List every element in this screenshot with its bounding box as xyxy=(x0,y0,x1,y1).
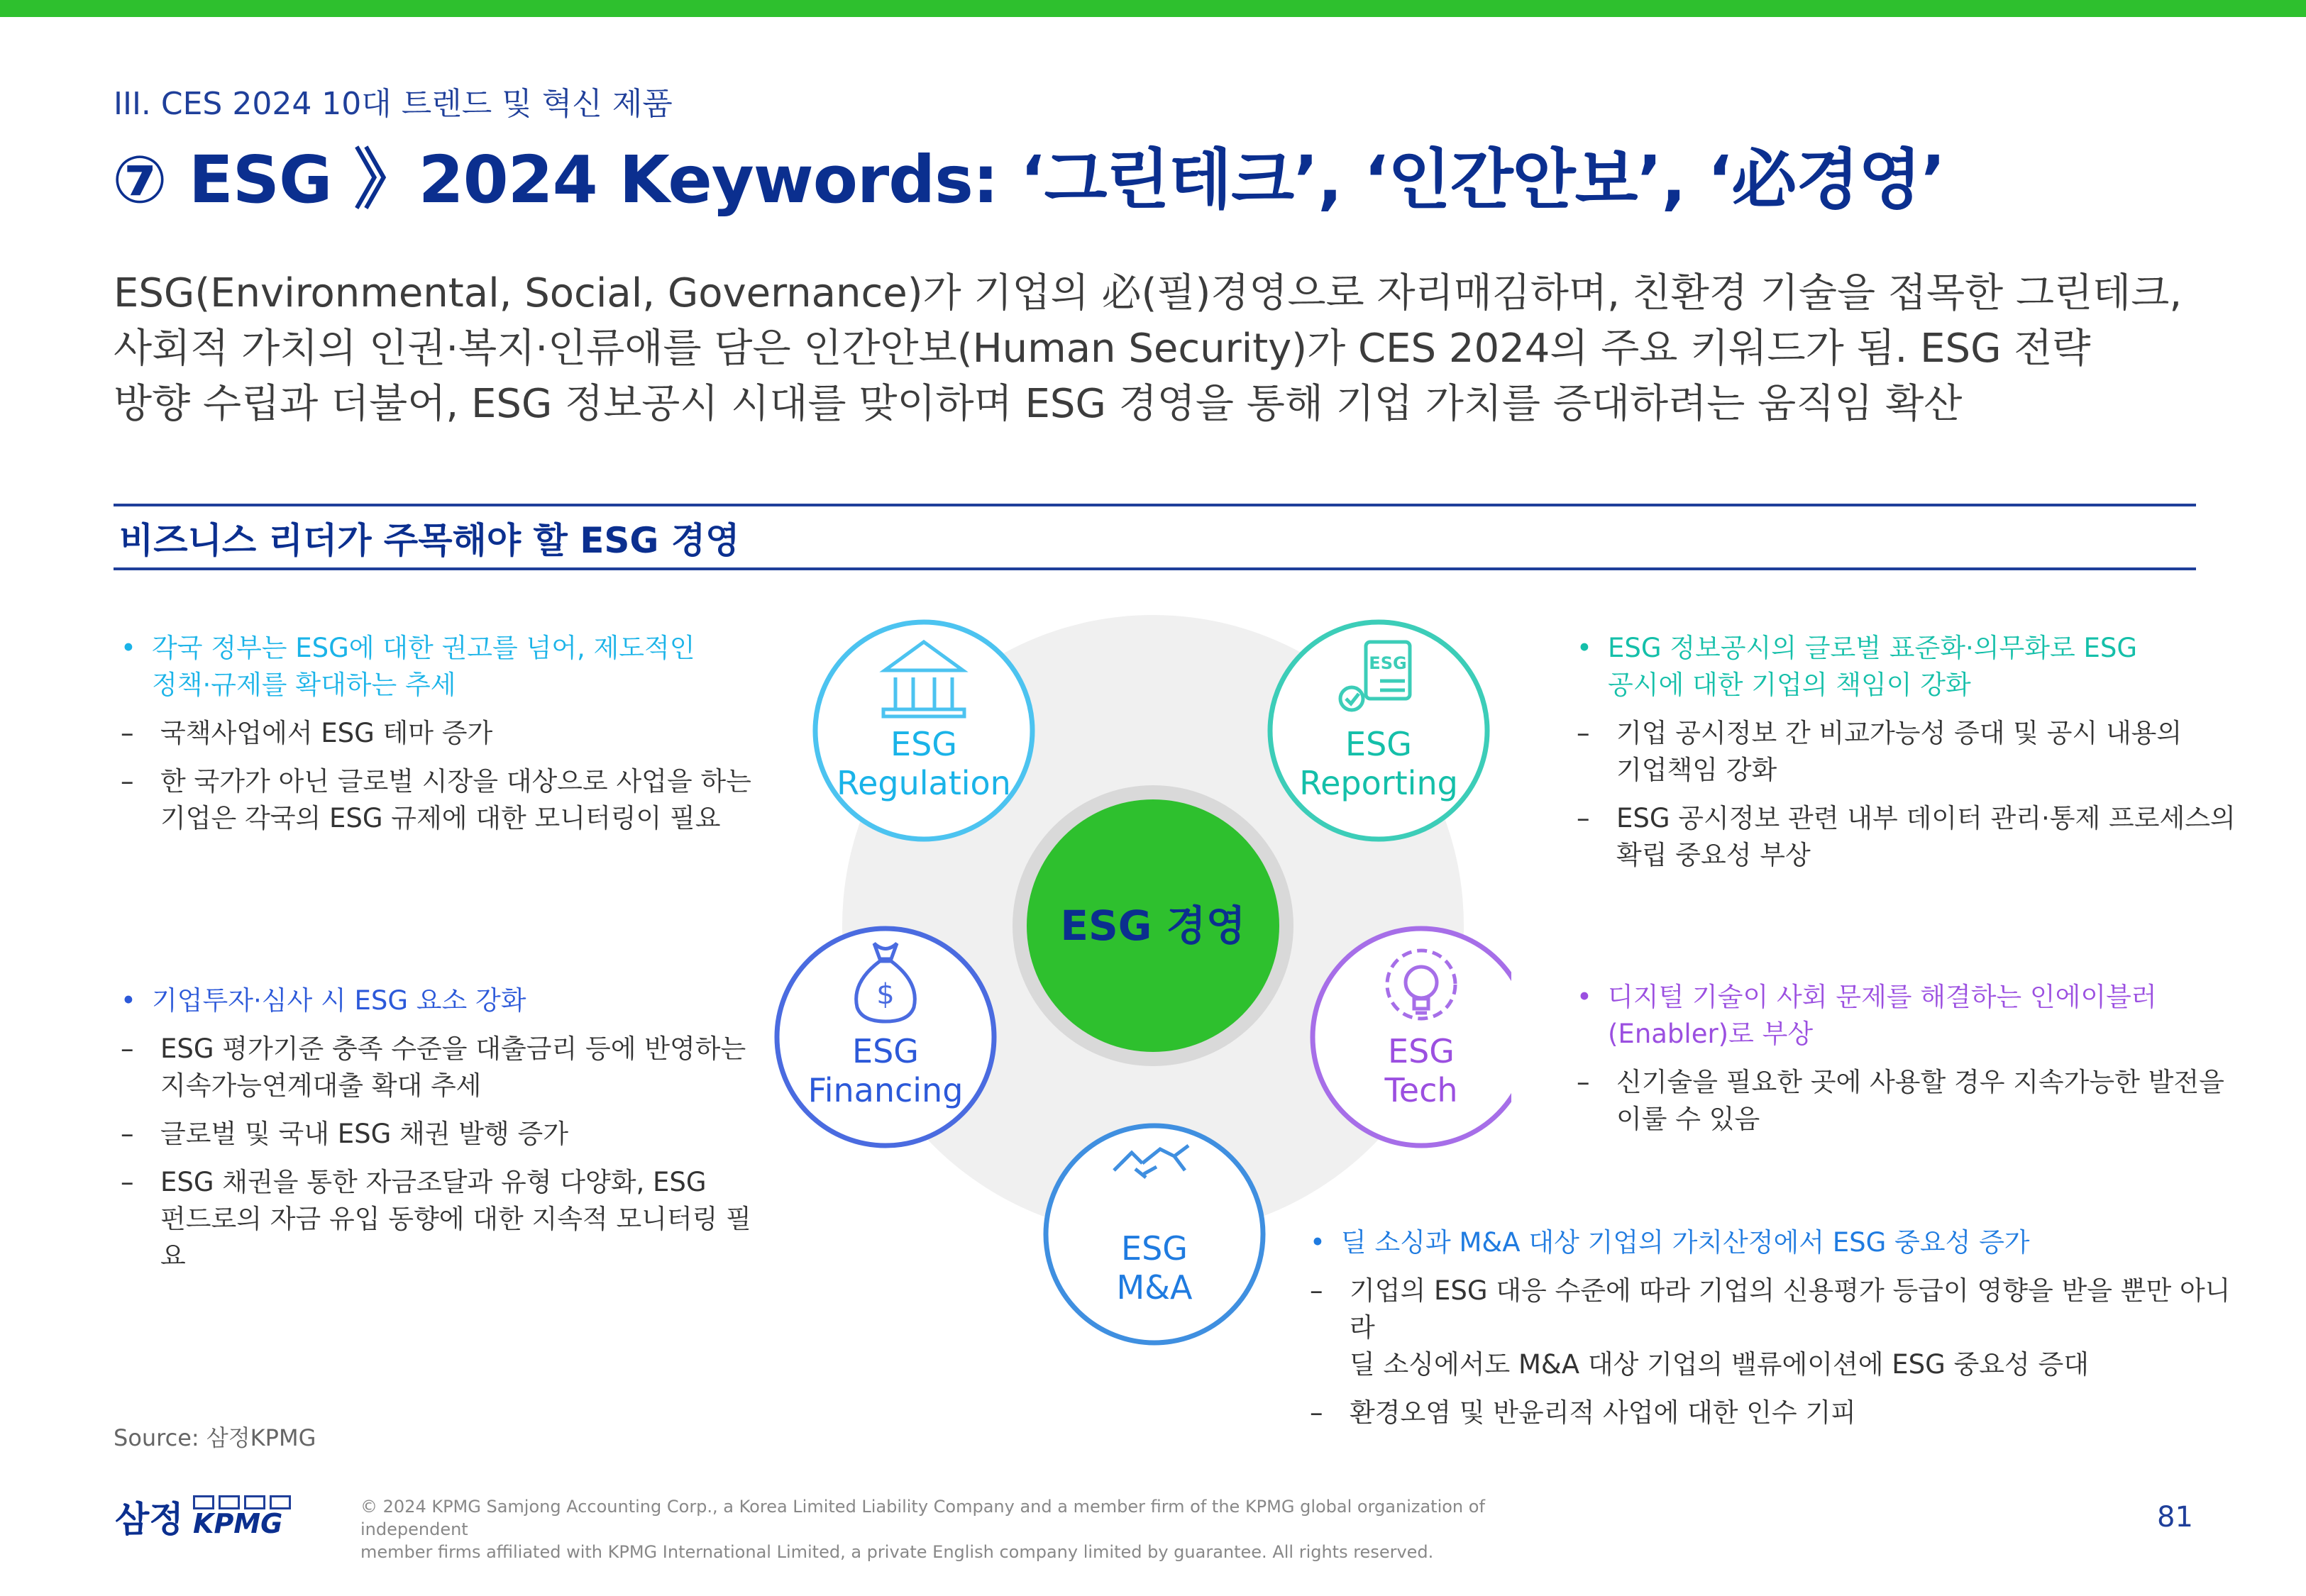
intro-line: 방향 수립과 더불어, ESG 정보공시 시대를 맞이하며 ESG 경영을 통해 기업 가치를 증대하려는 움직임 확산 xyxy=(114,381,1963,427)
reporting-bullet xyxy=(1577,630,2236,704)
footer-line: © 2024 KPMG Samjong Accounting Corp., a Korea Limited Liability Company and a member firm of the KPMG global organization of independent xyxy=(360,1497,1485,1539)
financing-item xyxy=(121,1031,759,1104)
center-label: ESG 경영 xyxy=(1060,902,1246,950)
bullet-marker: • xyxy=(1577,982,1592,1012)
bullet-marker: • xyxy=(121,633,136,663)
dash-marker: – xyxy=(121,1119,134,1149)
item-line: 딜 소싱에서도 M&A 대상 기업의 밸류에이션에 ESG 중요성 증대 xyxy=(1350,1349,2090,1380)
item-line: 신기술을 필요한 곳에 사용할 경우 지속가능한 발전을 xyxy=(1616,1067,2224,1097)
bullet-marker: • xyxy=(1310,1227,1325,1258)
regulation-bullet xyxy=(121,630,759,704)
ma-item xyxy=(1310,1273,2232,1383)
bullet-marker: • xyxy=(1577,633,1592,663)
financing-text-block xyxy=(121,982,759,1286)
item-line: 지속가능연계대출 확대 추세 xyxy=(160,1070,482,1101)
dash-marker: – xyxy=(1577,1067,1590,1097)
item-line: 국책사업에서 ESG 테마 증가 xyxy=(160,718,493,748)
dash-marker: – xyxy=(121,766,134,797)
item-line: ESG 채권을 통한 자금조달과 유형 다양화, ESG xyxy=(160,1167,707,1197)
dash-marker: – xyxy=(1310,1275,1323,1306)
item-line: 기업은 각국의 ESG 규제에 대한 모니터링이 필요 xyxy=(160,803,721,833)
source-note: Source: 삼정KPMG xyxy=(114,1424,316,1451)
financing-bullet xyxy=(121,982,759,1019)
item-line: 글로벌 및 국내 ESG 채권 발행 증가 xyxy=(160,1119,569,1149)
tech-bullet xyxy=(1577,979,2236,1053)
top-accent-bar xyxy=(0,0,2306,17)
section-label: III. CES 2024 10대 트렌드 및 혁신 제품 xyxy=(114,86,673,122)
dash-marker: – xyxy=(1310,1397,1323,1428)
kpmg-logo xyxy=(193,1495,292,1539)
financing-item xyxy=(121,1164,759,1275)
reporting-text-block xyxy=(1577,630,2236,885)
item-line: 확립 중요성 부상 xyxy=(1616,840,1811,870)
node-ma xyxy=(1046,1126,1263,1343)
kpmg-logo-boxes xyxy=(193,1495,292,1509)
item-line: 한 국가가 아닌 글로벌 시장을 대상으로 사업을 하는 xyxy=(160,766,751,797)
bullet-line: 디지털 기술이 사회 문제를 해결하는 인에이블러 xyxy=(1608,982,2157,1012)
bullet-line: ESG 정보공시의 글로벌 표준화·의무화로 ESG xyxy=(1608,633,2138,663)
node-regulation-line2: Regulation xyxy=(837,764,1011,802)
kpmg-logo-text: KPMG xyxy=(193,1508,283,1539)
item-line: 이룰 수 있음 xyxy=(1616,1104,1760,1134)
intro-line: ESG(Environmental, Social, Governance)가 기업의 必(필)경영으로 자리매김하며, 친환경 기술을 접목한 그린테크, xyxy=(114,270,2183,316)
node-financing-line1: ESG xyxy=(852,1032,919,1070)
subhead: 비즈니스 리더가 주목해야 할 ESG 경영 xyxy=(119,520,740,561)
node-reporting xyxy=(1270,622,1487,839)
subhead-top-rule xyxy=(114,504,2196,506)
dollar-sign: $ xyxy=(876,978,895,1011)
dash-marker: – xyxy=(121,718,134,748)
copyright-footer xyxy=(360,1495,1567,1563)
node-reporting-line1: ESG xyxy=(1345,725,1412,763)
bullet-marker: • xyxy=(121,985,136,1016)
item-line: 기업책임 강화 xyxy=(1616,755,1777,785)
node-tech xyxy=(1313,929,1511,1146)
item-line: 기업 공시정보 간 비교가능성 증대 및 공시 내용의 xyxy=(1616,718,2183,748)
item-line: 펀드로의 자금 유입 동향에 대한 지속적 모니터링 필요 xyxy=(160,1204,751,1271)
page-number: 81 xyxy=(2157,1501,2193,1534)
bullet-line: 딜 소싱과 M&A 대상 기업의 가치산정에서 ESG 중요성 증가 xyxy=(1341,1227,2030,1258)
tech-item xyxy=(1577,1064,2236,1138)
dash-marker: – xyxy=(121,1033,134,1064)
item-line: 환경오염 및 반윤리적 사업에 대한 인수 기피 xyxy=(1350,1397,1856,1428)
subhead-bottom-rule xyxy=(114,567,2196,570)
regulation-item xyxy=(121,763,759,837)
node-regulation-line1: ESG xyxy=(890,725,957,763)
node-ma-line1: ESG xyxy=(1121,1229,1188,1268)
node-tech-line2: Tech xyxy=(1384,1071,1458,1109)
node-tech-line1: ESG xyxy=(1388,1032,1455,1070)
dash-marker: – xyxy=(1577,718,1590,748)
dash-marker: – xyxy=(121,1167,134,1197)
node-reporting-line2: Reporting xyxy=(1299,764,1458,802)
ma-text-block xyxy=(1310,1224,2232,1443)
footer-line: member firms affiliated with KPMG International Limited, a private English company limited by guarantee. All rights reserved. xyxy=(360,1542,1434,1562)
bullet-line: 정책·규제를 확대하는 추세 xyxy=(152,670,456,700)
item-line: 기업의 ESG 대응 수준에 따라 기업의 신용평가 등급이 영향을 받을 뿐만 아니라 xyxy=(1350,1275,2231,1343)
ma-bullet xyxy=(1310,1224,2232,1261)
regulation-text-block xyxy=(121,630,759,848)
intro-paragraph xyxy=(114,266,2214,432)
bullet-line: 공시에 대한 기업의 책임이 강화 xyxy=(1608,670,1971,700)
esg-doc-text: ESG xyxy=(1369,653,1407,673)
node-regulation xyxy=(815,622,1032,839)
node-ma-line2: M&A xyxy=(1116,1268,1193,1307)
tech-text-block xyxy=(1577,979,2236,1149)
page-title: ⑦ ESG 》2024 Keywords: ‘그린테크’, ‘인간안보’, ‘必경영’ xyxy=(112,142,1946,218)
bullet-line: 기업투자·심사 시 ESG 요소 강화 xyxy=(152,985,526,1016)
dash-marker: – xyxy=(1577,803,1590,833)
bullet-line: (Enabler)로 부상 xyxy=(1608,1019,1814,1049)
bullet-line: 각국 정부는 ESG에 대한 권고를 넘어, 제도적인 xyxy=(152,633,695,663)
reporting-item xyxy=(1577,800,2236,874)
samjong-logo-text: 삼정 xyxy=(115,1499,184,1540)
node-financing-line2: Financing xyxy=(807,1071,964,1109)
item-line: ESG 공시정보 관련 내부 데이터 관리·통제 프로세스의 xyxy=(1616,803,2236,833)
regulation-item xyxy=(121,715,759,752)
intro-line: 사회적 가치의 인권·복지·인류애를 담은 인간안보(Human Security)가 CES 2024의 주요 키워드가 됨. ESG 전략 xyxy=(114,326,2091,372)
node-financing xyxy=(777,929,994,1146)
reporting-item xyxy=(1577,715,2236,789)
item-line: ESG 평가기준 충족 수준을 대출금리 등에 반영하는 xyxy=(160,1033,746,1064)
ma-item xyxy=(1310,1395,2232,1431)
financing-item xyxy=(121,1116,759,1153)
